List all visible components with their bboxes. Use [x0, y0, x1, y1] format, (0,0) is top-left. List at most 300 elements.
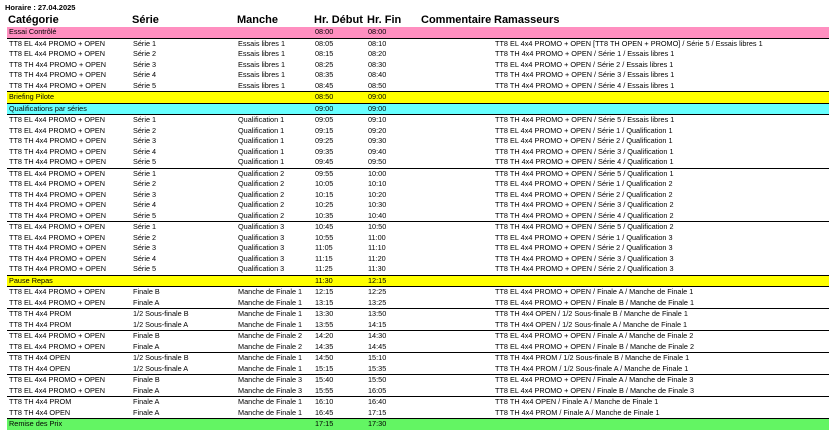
- cell-hr-fin: 09:00: [366, 92, 420, 104]
- cell-hr-fin: 15:10: [368, 353, 387, 363]
- cell-commentaire: [420, 408, 493, 419]
- cell-hr-debut: 09:35: [315, 146, 334, 156]
- cell-categorie: Essai Contrôlé: [7, 27, 131, 38]
- cell-categorie: Briefing Pilote: [7, 92, 131, 104]
- table-row: [7, 211, 829, 222]
- cell-categorie: TT8 TH 4x4 PROMO + OPEN: [9, 146, 106, 156]
- table-row: [7, 408, 829, 419]
- cell-categorie: TT8 EL 4x4 PROMO + OPEN: [9, 179, 106, 189]
- cell-categorie: TT8 EL 4x4 PROMO + OPEN: [9, 232, 106, 242]
- table-row: [7, 375, 829, 386]
- cell-categorie: TT8 EL 4x4 PROMO + OPEN: [9, 115, 106, 125]
- cell-commentaire: [420, 309, 493, 320]
- cell-hr-fin: 09:00: [366, 103, 420, 115]
- cell-manche: Qualification 1: [238, 146, 285, 156]
- cell-hr-debut: 13:55: [313, 320, 366, 331]
- cell-serie: Série 2: [133, 49, 157, 59]
- cell-commentaire: [420, 38, 493, 49]
- cell-categorie: TT8 TH 4x4 PROM: [9, 397, 72, 407]
- cell-categorie: TT8 EL 4x4 PROMO + OPEN: [9, 125, 106, 135]
- cell-hr-fin: 08:10: [368, 38, 387, 48]
- cell-manche: Qualification 3: [238, 253, 285, 263]
- cell-categorie: TT8 EL 4x4 PROMO + OPEN: [9, 287, 106, 297]
- cell-serie: Série 3: [133, 59, 157, 69]
- cell-commentaire: [420, 375, 493, 386]
- cell-hr-debut: 15:15: [313, 364, 366, 375]
- cell-hr-debut: 10:25: [315, 200, 334, 210]
- cell-ramasseurs: TT8 EL 4x4 PROMO + OPEN / Finale A / Manche de Finale 3: [495, 375, 694, 385]
- cell-hr-debut: 10:05: [315, 179, 334, 189]
- cell-serie: Finale A: [131, 408, 236, 419]
- cell-hr-fin: 14:45: [366, 342, 420, 353]
- header-hr-debut: Hr. Début: [314, 14, 363, 26]
- cell-manche: Qualification 2: [238, 179, 285, 189]
- cell-commentaire: [420, 200, 493, 211]
- cell-hr-debut: 14:35: [313, 342, 366, 353]
- cell-manche: Manche de Finale 1: [238, 353, 303, 363]
- section-row: [7, 27, 829, 38]
- cell-categorie: Pause Repas: [7, 275, 131, 287]
- section-row: [7, 92, 829, 104]
- cell-commentaire: [420, 331, 493, 342]
- cell-serie: Série 2: [133, 179, 157, 189]
- cell-serie: 1/2 Sous-finale B: [133, 309, 189, 319]
- cell-hr-fin: 10:50: [368, 222, 387, 232]
- cell-manche: Qualification 3: [238, 243, 285, 253]
- cell-serie: Série 4: [133, 70, 157, 80]
- cell-commentaire: [420, 298, 493, 309]
- section-row: [7, 275, 829, 287]
- cell-hr-fin: 09:10: [368, 115, 387, 125]
- cell-hr-debut: 16:45: [313, 408, 366, 419]
- cell-commentaire: [420, 157, 493, 168]
- cell-categorie: TT8 TH 4x4 PROMO + OPEN: [9, 189, 106, 199]
- cell-hr-debut: 08:15: [315, 49, 334, 59]
- cell-hr-fin: 15:50: [368, 375, 387, 385]
- cell-ramasseurs: TT8 TH 4x4 PROM / 1/2 Sous-finale A / Manche de Finale 1: [493, 364, 829, 375]
- cell-ramasseurs: TT8 TH 4x4 PROMO + OPEN / Série 4 / Essais libres 1: [493, 81, 829, 92]
- cell-hr-fin: 09:40: [368, 146, 387, 156]
- cell-categorie: TT8 EL 4x4 PROMO + OPEN: [9, 38, 106, 48]
- cell-ramasseurs: TT8 TH 4x4 PROMO + OPEN / Série 3 / Qualification 1: [495, 146, 674, 156]
- cell-hr-fin: 08:30: [368, 59, 387, 69]
- cell-ramasseurs: TT8 EL 4x4 PROMO + OPEN / Série 2 / Essais libres 1: [495, 59, 674, 69]
- cell-serie: [131, 419, 236, 430]
- table-row: [7, 364, 829, 375]
- cell-hr-debut: 08:50: [313, 92, 366, 104]
- cell-hr-debut: 09:05: [315, 115, 334, 125]
- cell-categorie: TT8 TH 4x4 PROMO + OPEN: [7, 81, 131, 92]
- cell-categorie: Remise des Prix: [7, 419, 131, 430]
- cell-serie: Série 4: [133, 200, 157, 210]
- cell-commentaire: [420, 92, 493, 104]
- cell-hr-debut: 09:55: [315, 168, 334, 178]
- cell-categorie: TT8 EL 4x4 PROMO + OPEN: [9, 222, 106, 232]
- header-ramasseurs: Ramasseurs: [494, 14, 560, 26]
- cell-ramasseurs: TT8 TH 4x4 PROM / Finale A / Manche de Finale 1: [493, 408, 829, 419]
- table-row: [7, 342, 829, 353]
- cell-hr-fin: 13:25: [366, 298, 420, 309]
- header-serie: Série: [132, 14, 159, 26]
- cell-serie: 1/2 Sous-finale A: [131, 320, 236, 331]
- table-row: [7, 126, 829, 137]
- table-row: [7, 264, 829, 275]
- cell-commentaire: [420, 115, 493, 126]
- cell-serie: Série 2: [133, 125, 157, 135]
- cell-manche: Qualification 1: [236, 157, 313, 168]
- cell-manche: Manche de Finale 1: [236, 298, 313, 309]
- header-row: [7, 14, 829, 27]
- cell-categorie: TT8 TH 4x4 PROMO + OPEN: [7, 264, 131, 275]
- cell-serie: 1/2 Sous-finale B: [133, 353, 189, 363]
- cell-commentaire: [420, 419, 493, 430]
- cell-serie: Série 4: [133, 146, 157, 156]
- cell-commentaire: [420, 233, 493, 244]
- cell-categorie: TT8 TH 4x4 OPEN: [9, 353, 71, 363]
- cell-hr-debut: 10:15: [315, 189, 334, 199]
- cell-categorie: Qualifications par séries: [7, 103, 131, 115]
- cell-hr-fin: 10:00: [368, 168, 387, 178]
- table-row: [7, 287, 829, 298]
- cell-categorie: TT8 TH 4x4 PROM: [9, 309, 72, 319]
- cell-serie: [131, 275, 236, 287]
- cell-commentaire: [420, 243, 493, 254]
- table-row: [7, 179, 829, 190]
- cell-hr-fin: 08:00: [366, 27, 420, 38]
- table-row: [7, 147, 829, 158]
- cell-hr-debut: 11:25: [313, 264, 366, 275]
- cell-commentaire: [420, 364, 493, 375]
- cell-manche: Manche de Finale 1: [238, 397, 303, 407]
- table-row: [7, 190, 829, 201]
- section-row: [7, 419, 829, 430]
- cell-ramasseurs: TT8 TH 4x4 PROMO + OPEN / Série 3 / Qualification 3: [495, 253, 674, 263]
- cell-categorie: TT8 EL 4x4 PROMO + OPEN: [7, 342, 131, 353]
- cell-serie: Finale B: [133, 331, 160, 341]
- cell-manche: Manche de Finale 2: [238, 331, 303, 341]
- table-row: [7, 397, 829, 408]
- cell-hr-debut: 08:45: [313, 81, 366, 92]
- cell-manche: [236, 92, 313, 104]
- cell-ramasseurs: TT8 EL 4x4 PROMO + OPEN / Série 2 / Qualification 3: [495, 243, 673, 253]
- cell-manche: Manche de Finale 3: [236, 386, 313, 397]
- cell-categorie: TT8 TH 4x4 PROMO + OPEN: [9, 70, 106, 80]
- cell-hr-debut: 09:25: [315, 136, 334, 146]
- cell-hr-fin: 12:25: [368, 287, 387, 297]
- cell-commentaire: [420, 147, 493, 158]
- cell-hr-fin: 10:10: [368, 179, 387, 189]
- cell-manche: Essais libres 1: [238, 38, 286, 48]
- cell-categorie: TT8 TH 4x4 PROMO + OPEN: [9, 136, 106, 146]
- cell-ramasseurs: TT8 TH 4x4 PROMO + OPEN / Série 5 / Essais libres 1: [495, 115, 675, 125]
- cell-manche: Essais libres 1: [238, 70, 286, 80]
- table-row: [7, 168, 829, 179]
- cell-ramasseurs: TT8 EL 4x4 PROMO + OPEN / Finale B / Manche de Finale 3: [493, 386, 829, 397]
- cell-ramasseurs: TT8 EL 4x4 PROMO + OPEN / Série 2 / Qualification 2: [495, 189, 673, 199]
- cell-hr-fin: 08:40: [368, 70, 387, 80]
- cell-hr-debut: 08:25: [315, 59, 334, 69]
- cell-commentaire: [420, 190, 493, 201]
- cell-categorie: TT8 TH 4x4 PROMO + OPEN: [9, 200, 106, 210]
- cell-serie: Finale B: [133, 375, 160, 385]
- table-row: [7, 254, 829, 265]
- cell-serie: Série 1: [133, 168, 157, 178]
- header-hr-fin: Hr. Fin: [367, 14, 402, 26]
- cell-categorie: TT8 EL 4x4 PROMO + OPEN: [7, 298, 131, 309]
- cell-manche: Qualification 3: [238, 232, 285, 242]
- cell-ramasseurs: TT8 TH 4x4 PROMO + OPEN / Série 4 / Qualification 2: [493, 211, 829, 222]
- cell-categorie: TT8 TH 4x4 PROM: [7, 320, 131, 331]
- cell-commentaire: [420, 168, 493, 179]
- cell-manche: [236, 419, 313, 430]
- cell-manche: Qualification 2: [238, 200, 285, 210]
- cell-serie: Finale A: [133, 397, 160, 407]
- table-row: [7, 233, 829, 244]
- cell-hr-fin: 11:10: [368, 243, 386, 253]
- cell-ramasseurs: TT8 TH 4x4 PROM / 1/2 Sous-finale B / Manche de Finale 1: [495, 353, 690, 363]
- schedule-table: [7, 14, 829, 430]
- cell-ramasseurs: TT8 TH 4x4 PROMO + OPEN / Série 5 / Qualification 1: [495, 168, 674, 178]
- cell-ramasseurs: TT8 TH 4x4 PROMO + OPEN / Série 5 / Qualification 2: [495, 222, 674, 232]
- cell-hr-debut: 13:15: [313, 298, 366, 309]
- cell-categorie: TT8 EL 4x4 PROMO + OPEN: [7, 386, 131, 397]
- table-row: [7, 157, 829, 168]
- cell-serie: Finale A: [131, 386, 236, 397]
- cell-hr-fin: 17:30: [366, 419, 420, 430]
- cell-hr-fin: 14:15: [366, 320, 420, 331]
- cell-ramasseurs: [493, 27, 829, 38]
- cell-manche: [236, 27, 313, 38]
- cell-commentaire: [420, 353, 493, 364]
- cell-manche: Manche de Finale 1: [238, 287, 303, 297]
- cell-ramasseurs: TT8 TH 4x4 OPEN / 1/2 Sous-finale A / Manche de Finale 1: [493, 320, 829, 331]
- cell-hr-debut: 09:45: [313, 157, 366, 168]
- cell-hr-debut: 14:20: [315, 331, 334, 341]
- cell-hr-debut: 16:10: [315, 397, 334, 407]
- cell-ramasseurs: TT8 TH 4x4 OPEN / Finale A / Manche de Finale 1: [495, 397, 659, 407]
- cell-manche: Qualification 2: [238, 189, 285, 199]
- section-row: [7, 103, 829, 115]
- cell-commentaire: [420, 386, 493, 397]
- cell-categorie: TT8 TH 4x4 PROMO + OPEN: [9, 243, 106, 253]
- cell-manche: [236, 275, 313, 287]
- cell-commentaire: [420, 60, 493, 71]
- cell-categorie: TT8 TH 4x4 PROMO + OPEN: [9, 253, 106, 263]
- cell-serie: [131, 103, 236, 115]
- cell-hr-fin: 12:15: [366, 275, 420, 287]
- cell-commentaire: [420, 126, 493, 137]
- cell-hr-fin: 14:30: [368, 331, 387, 341]
- cell-commentaire: [420, 275, 493, 287]
- cell-serie: Série 1: [133, 38, 157, 48]
- cell-commentaire: [420, 264, 493, 275]
- cell-serie: Série 3: [133, 189, 157, 199]
- cell-hr-debut: 10:55: [315, 232, 334, 242]
- table-row: [7, 49, 829, 60]
- table-row: [7, 38, 829, 49]
- cell-serie: Finale A: [131, 298, 236, 309]
- cell-serie: Série 5: [131, 211, 236, 222]
- table-row: [7, 243, 829, 254]
- cell-commentaire: [420, 179, 493, 190]
- cell-commentaire: [420, 287, 493, 298]
- cell-categorie: TT8 EL 4x4 PROMO + OPEN: [9, 49, 106, 59]
- cell-ramasseurs: TT8 TH 4x4 PROMO + OPEN / Série 4 / Qualification 1: [493, 157, 829, 168]
- cell-serie: Série 5: [131, 81, 236, 92]
- cell-serie: Série 2: [133, 232, 157, 242]
- cell-categorie: TT8 TH 4x4 PROMO + OPEN: [9, 59, 106, 69]
- cell-manche: Qualification 2: [238, 168, 285, 178]
- cell-manche: Qualification 1: [238, 125, 285, 135]
- cell-categorie: TT8 EL 4x4 PROMO + OPEN: [9, 331, 106, 341]
- cell-manche: Qualification 2: [236, 211, 313, 222]
- cell-serie: Série 3: [133, 136, 157, 146]
- cell-serie: Série 3: [133, 243, 157, 253]
- table-row: [7, 81, 829, 92]
- cell-commentaire: [420, 222, 493, 233]
- cell-ramasseurs: TT8 EL 4x4 PROMO + OPEN / Finale B / Manche de Finale 2: [493, 342, 829, 353]
- cell-hr-fin: 09:50: [366, 157, 420, 168]
- cell-ramasseurs: [493, 419, 829, 430]
- cell-commentaire: [420, 397, 493, 408]
- cell-hr-fin: 17:15: [366, 408, 420, 419]
- cell-categorie: TT8 TH 4x4 OPEN: [7, 364, 131, 375]
- cell-manche: Qualification 1: [238, 115, 285, 125]
- table-row: [7, 353, 829, 364]
- table-row: [7, 309, 829, 320]
- cell-ramasseurs: TT8 TH 4x4 OPEN / 1/2 Sous-finale B / Manche de Finale 1: [495, 309, 688, 319]
- cell-commentaire: [420, 211, 493, 222]
- cell-hr-fin: 11:20: [368, 253, 386, 263]
- cell-hr-fin: 13:50: [368, 309, 387, 319]
- cell-hr-debut: 09:15: [315, 125, 334, 135]
- cell-serie: Série 5: [131, 157, 236, 168]
- cell-ramasseurs: TT8 EL 4x4 PROMO + OPEN [TT8 TH OPEN + PROMO] / Série 5 / Essais libres 1: [495, 38, 763, 48]
- cell-manche: Manche de Finale 1: [236, 320, 313, 331]
- cell-manche: Manche de Finale 1: [238, 309, 303, 319]
- table-row: [7, 136, 829, 147]
- header-commentaire: Commentaire: [421, 14, 492, 26]
- cell-hr-fin: 08:20: [368, 49, 387, 59]
- cell-serie: [131, 27, 236, 38]
- cell-commentaire: [420, 49, 493, 60]
- table-row: [7, 320, 829, 331]
- cell-ramasseurs: [493, 92, 829, 104]
- cell-hr-debut: 10:45: [315, 222, 334, 232]
- table-row: [7, 115, 829, 126]
- cell-manche: Qualification 1: [238, 136, 285, 146]
- table-row: [7, 386, 829, 397]
- cell-ramasseurs: TT8 EL 4x4 PROMO + OPEN / Série 2 / Qualification 1: [495, 136, 673, 146]
- cell-manche: Essais libres 1: [238, 59, 286, 69]
- cell-hr-fin: 11:30: [366, 264, 420, 275]
- cell-ramasseurs: TT8 EL 4x4 PROMO + OPEN / Finale A / Manche de Finale 2: [495, 331, 694, 341]
- cell-hr-debut: 12:15: [315, 287, 334, 297]
- cell-hr-debut: 09:00: [313, 103, 366, 115]
- cell-hr-debut: 08:00: [313, 27, 366, 38]
- cell-serie: 1/2 Sous-finale A: [131, 364, 236, 375]
- header-categorie: Catégorie: [8, 14, 59, 26]
- horaire-date: Horaire : 27.04.2025: [5, 3, 76, 12]
- cell-manche: Manche de Finale 3: [238, 375, 303, 385]
- cell-ramasseurs: [493, 103, 829, 115]
- cell-categorie: TT8 TH 4x4 OPEN: [7, 408, 131, 419]
- cell-hr-fin: 10:40: [366, 211, 420, 222]
- cell-ramasseurs: TT8 TH 4x4 PROMO + OPEN / Série 1 / Essais libres 1: [495, 49, 675, 59]
- cell-commentaire: [420, 136, 493, 147]
- cell-serie: Série 1: [133, 115, 157, 125]
- cell-hr-debut: 11:15: [315, 253, 333, 263]
- cell-serie: Série 1: [133, 222, 157, 232]
- cell-manche: Manche de Finale 1: [236, 364, 313, 375]
- cell-hr-debut: 14:50: [315, 353, 334, 363]
- schedule-rows: [7, 27, 829, 430]
- cell-serie: Finale B: [133, 287, 160, 297]
- cell-manche: Essais libres 1: [238, 49, 286, 59]
- cell-hr-debut: 17:15: [313, 419, 366, 430]
- cell-categorie: TT8 EL 4x4 PROMO + OPEN: [9, 375, 106, 385]
- cell-manche: Qualification 3: [238, 222, 285, 232]
- cell-categorie: TT8 EL 4x4 PROMO + OPEN: [9, 168, 106, 178]
- cell-manche: Qualification 3: [236, 264, 313, 275]
- cell-ramasseurs: TT8 EL 4x4 PROMO + OPEN / Série 1 / Qualification 2: [495, 179, 673, 189]
- cell-categorie: TT8 TH 4x4 PROMO + OPEN: [7, 211, 131, 222]
- cell-hr-debut: 08:35: [315, 70, 334, 80]
- cell-hr-fin: 10:30: [368, 200, 387, 210]
- cell-manche: Manche de Finale 2: [236, 342, 313, 353]
- cell-hr-debut: 15:55: [313, 386, 366, 397]
- cell-hr-fin: 15:35: [366, 364, 420, 375]
- cell-ramasseurs: TT8 TH 4x4 PROMO + OPEN / Série 3 / Qualification 2: [495, 200, 674, 210]
- cell-serie: [131, 92, 236, 104]
- cell-serie: Série 4: [133, 253, 157, 263]
- cell-commentaire: [420, 254, 493, 265]
- cell-hr-fin: 09:20: [368, 125, 387, 135]
- cell-ramasseurs: TT8 EL 4x4 PROMO + OPEN / Finale A / Manche de Finale 1: [495, 287, 694, 297]
- cell-ramasseurs: TT8 TH 4x4 PROMO + OPEN / Série 3 / Essais libres 1: [495, 70, 675, 80]
- header-manche: Manche: [237, 14, 278, 26]
- table-row: [7, 200, 829, 211]
- cell-hr-fin: 10:20: [368, 189, 387, 199]
- cell-commentaire: [420, 342, 493, 353]
- cell-ramasseurs: TT8 TH 4x4 PROMO + OPEN / Série 2 / Qualification 3: [493, 264, 829, 275]
- cell-ramasseurs: TT8 EL 4x4 PROMO + OPEN / Série 1 / Qualification 3: [495, 232, 673, 242]
- cell-hr-fin: 16:40: [368, 397, 387, 407]
- table-row: [7, 60, 829, 71]
- cell-hr-fin: 11:00: [368, 232, 386, 242]
- cell-serie: Série 5: [131, 264, 236, 275]
- cell-hr-debut: 11:05: [315, 243, 333, 253]
- cell-hr-fin: 08:50: [366, 81, 420, 92]
- cell-categorie: TT8 TH 4x4 PROMO + OPEN: [7, 157, 131, 168]
- cell-hr-debut: 11:30: [313, 275, 366, 287]
- cell-commentaire: [420, 27, 493, 38]
- cell-hr-debut: 13:30: [315, 309, 334, 319]
- cell-commentaire: [420, 103, 493, 115]
- table-row: [7, 70, 829, 81]
- cell-ramasseurs: TT8 EL 4x4 PROMO + OPEN / Finale B / Manche de Finale 1: [493, 298, 829, 309]
- table-row: [7, 331, 829, 342]
- cell-ramasseurs: TT8 EL 4x4 PROMO + OPEN / Série 1 / Qualification 1: [495, 125, 673, 135]
- cell-commentaire: [420, 320, 493, 331]
- cell-manche: Manche de Finale 1: [236, 408, 313, 419]
- cell-manche: Essais libres 1: [236, 81, 313, 92]
- cell-hr-debut: 15:40: [315, 375, 334, 385]
- table-row: [7, 298, 829, 309]
- cell-hr-debut: 08:05: [315, 38, 334, 48]
- cell-manche: [236, 103, 313, 115]
- cell-commentaire: [420, 70, 493, 81]
